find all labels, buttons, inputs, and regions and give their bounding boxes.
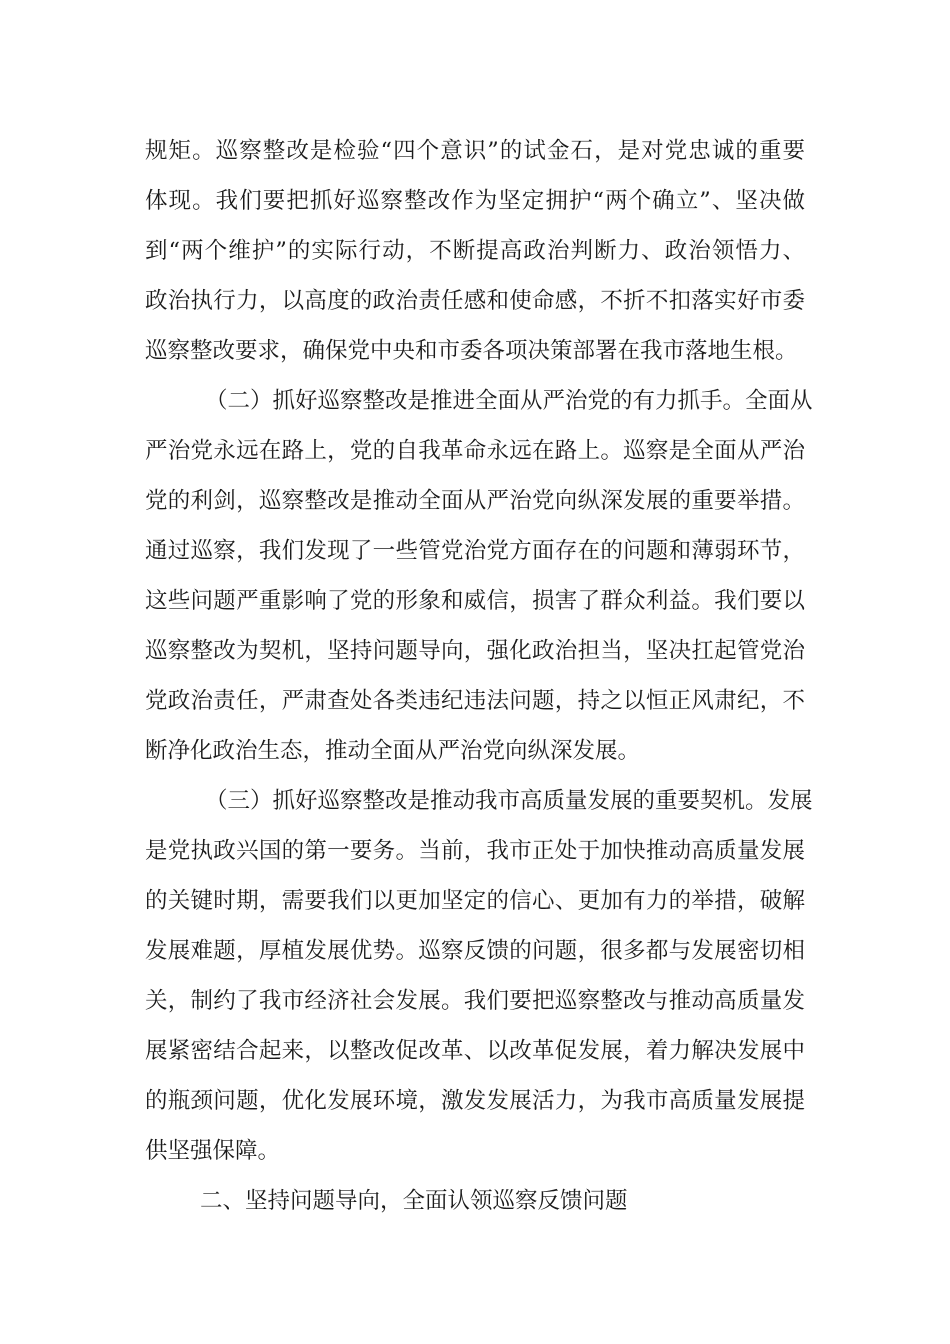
paragraph-2-line-3: 党的利剑，巡察整改是推动全面从严治党向纵深发展的重要举措。 xyxy=(145,488,805,514)
paragraph-2-line-6: 巡察整改为契机，坚持问题导向，强化政治担当，坚决扛起管党治 xyxy=(145,638,805,664)
section-heading: 二、坚持问题导向，全面认领巡察反馈问题 xyxy=(200,1188,628,1214)
paragraph-2-line-8: 断净化政治生态，推动全面从严治党向纵深发展。 xyxy=(145,738,641,764)
paragraph-3-line-1: （三）抓好巡察整改是推动我市高质量发展的重要契机。发展 xyxy=(205,788,813,814)
paragraph-3-line-7: 的瓶颈问题，优化发展环境，激发发展活力，为我市高质量发展提 xyxy=(145,1088,805,1114)
paragraph-3-line-6: 展紧密结合起来，以整改促改革、以改革促发展，着力解决发展中 xyxy=(145,1038,805,1064)
paragraph-3-line-3: 的关键时期，需要我们以更加坚定的信心、更加有力的举措，破解 xyxy=(145,888,805,914)
paragraph-2-line-1: （二）抓好巡察整改是推进全面从严治党的有力抓手。全面从 xyxy=(205,388,813,414)
paragraph-2-line-7: 党政治责任，严肃查处各类违纪违法问题，持之以恒正风肃纪，不 xyxy=(145,688,805,714)
paragraph-2-line-2: 严治党永远在路上，党的自我革命永远在路上。巡察是全面从严治 xyxy=(145,438,805,464)
paragraph-2-line-4: 通过巡察，我们发现了一些管党治党方面存在的问题和薄弱环节， xyxy=(145,538,805,564)
paragraph-1-line-1: 规矩。巡察整改是检验“四个意识”的试金石，是对党忠诚的重要 xyxy=(145,138,805,164)
paragraph-2-line-5: 这些问题严重影响了党的形象和威信，损害了群众利益。我们要以 xyxy=(145,588,805,614)
paragraph-3-line-2: 是党执政兴国的第一要务。当前，我市正处于加快推动高质量发展 xyxy=(145,838,805,864)
paragraph-1-line-2: 体现。我们要把抓好巡察整改作为坚定拥护“两个确立”、坚决做 xyxy=(145,188,805,214)
paragraph-3-line-4: 发展难题，厚植发展优势。巡察反馈的问题，很多都与发展密切相 xyxy=(145,938,805,964)
paragraph-1-line-4: 政治执行力，以高度的政治责任感和使命感，不折不扣落实好市委 xyxy=(145,288,805,314)
paragraph-3-line-8: 供坚强保障。 xyxy=(145,1138,281,1164)
paragraph-1-line-3: 到“两个维护”的实际行动，不断提高政治判断力、政治领悟力、 xyxy=(145,238,805,264)
paragraph-1-line-5: 巡察整改要求，确保党中央和市委各项决策部署在我市落地生根。 xyxy=(145,338,798,364)
paragraph-3-line-5: 关，制约了我市经济社会发展。我们要把巡察整改与推动高质量发 xyxy=(145,988,805,1014)
